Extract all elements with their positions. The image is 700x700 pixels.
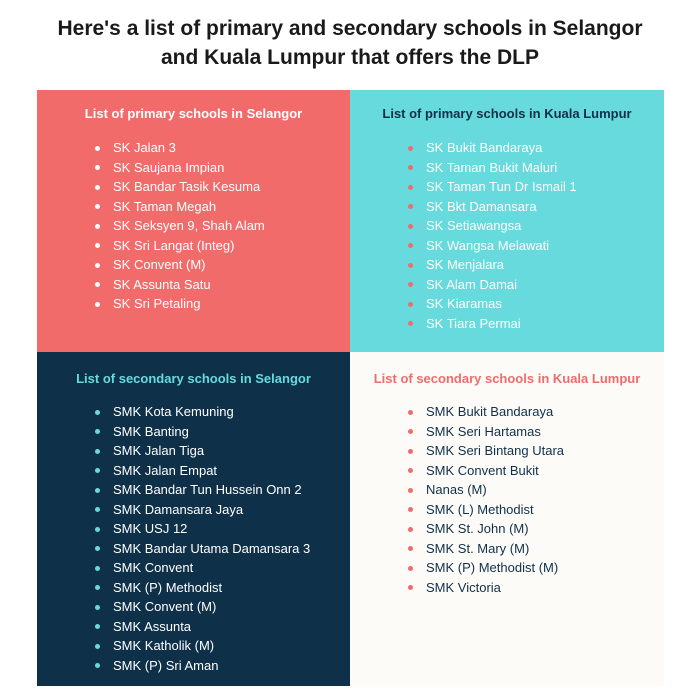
- school-list-item: SK Sri Langat (Integ): [95, 236, 265, 256]
- panel-heading: List of secondary schools in Selangor: [76, 371, 311, 386]
- school-list-item: SMK Jalan Empat: [95, 461, 310, 481]
- school-list: [408, 138, 577, 333]
- panel-secondary-kuala-lumpur: [350, 352, 664, 686]
- school-list-item: SK Taman Bukit Maluri: [408, 158, 577, 178]
- school-list-item: SMK Kota Kemuning: [95, 402, 310, 422]
- school-list-item: SK Jalan 3: [95, 138, 265, 158]
- school-list-item: SK Seksyen 9, Shah Alam: [95, 216, 265, 236]
- page-title-line-1: Here's a list of primary and secondary schools in Selangor: [57, 17, 643, 40]
- school-list-item: SMK (P) Sri Aman: [95, 656, 310, 676]
- panel-heading: List of primary schools in Selangor: [84, 106, 303, 121]
- page-title: [0, 14, 700, 72]
- school-list-item: SK Setiawangsa: [408, 216, 577, 236]
- school-list-item: SMK USJ 12: [95, 519, 310, 539]
- panel-primary-kuala-lumpur: [350, 90, 664, 352]
- panel-primary-selangor: [37, 90, 350, 352]
- school-list-item: SMK (L) Methodist: [408, 500, 564, 520]
- school-list-item: SMK Seri Bintang Utara: [408, 441, 564, 461]
- school-list-item: SK Menjalara: [408, 255, 577, 275]
- school-list: [408, 402, 564, 597]
- school-list-item: SMK Victoria: [408, 578, 564, 598]
- school-list-item: SMK Jalan Tiga: [95, 441, 310, 461]
- schools-grid: [37, 90, 664, 686]
- school-list-item: SMK St. John (M): [408, 519, 564, 539]
- school-list-item: SK Bkt Damansara: [408, 197, 577, 217]
- school-list-item: SMK (P) Methodist (M): [408, 558, 564, 578]
- school-list-item: SK Assunta Satu: [95, 275, 265, 295]
- school-list-item: SK Bukit Bandaraya: [408, 138, 577, 158]
- school-list-item: Nanas (M): [408, 480, 564, 500]
- school-list-item: SK Alam Damai: [408, 275, 577, 295]
- school-list-item: SK Taman Tun Dr Ismail 1: [408, 177, 577, 197]
- school-list-item: SMK Bukit Bandaraya: [408, 402, 564, 422]
- school-list-item: SK Bandar Tasik Kesuma: [95, 177, 265, 197]
- panel-heading: List of primary schools in Kuala Lumpur: [382, 106, 632, 121]
- school-list-item: SMK Bandar Tun Hussein Onn 2: [95, 480, 310, 500]
- school-list-item: SMK Damansara Jaya: [95, 500, 310, 520]
- school-list-item: SK Saujana Impian: [95, 158, 265, 178]
- school-list-item: SK Sri Petaling: [95, 294, 265, 314]
- school-list-item: SMK Bandar Utama Damansara 3: [95, 539, 310, 559]
- school-list-item: SMK Banting: [95, 422, 310, 442]
- school-list-item: SMK (P) Methodist: [95, 578, 310, 598]
- school-list-item: SK Wangsa Melawati: [408, 236, 577, 256]
- page-title-line-2: and Kuala Lumpur that offers the DLP: [160, 46, 540, 69]
- school-list: [95, 138, 265, 314]
- school-list-item: SK Kiaramas: [408, 294, 577, 314]
- school-list-item: SMK Assunta: [95, 617, 310, 637]
- school-list-item: SMK Convent (M): [95, 597, 310, 617]
- school-list-item: SMK St. Mary (M): [408, 539, 564, 559]
- school-list-item: SK Taman Megah: [95, 197, 265, 217]
- school-list-item: SMK Convent Bukit: [408, 461, 564, 481]
- school-list-item: SMK Katholik (M): [95, 636, 310, 656]
- school-list-item: SMK Convent: [95, 558, 310, 578]
- school-list: [95, 402, 310, 675]
- panel-secondary-selangor: [37, 352, 350, 686]
- school-list-item: SK Tiara Permai: [408, 314, 577, 334]
- school-list-item: SK Convent (M): [95, 255, 265, 275]
- panel-heading: List of secondary schools in Kuala Lumpur: [373, 371, 641, 386]
- school-list-item: SMK Seri Hartamas: [408, 422, 564, 442]
